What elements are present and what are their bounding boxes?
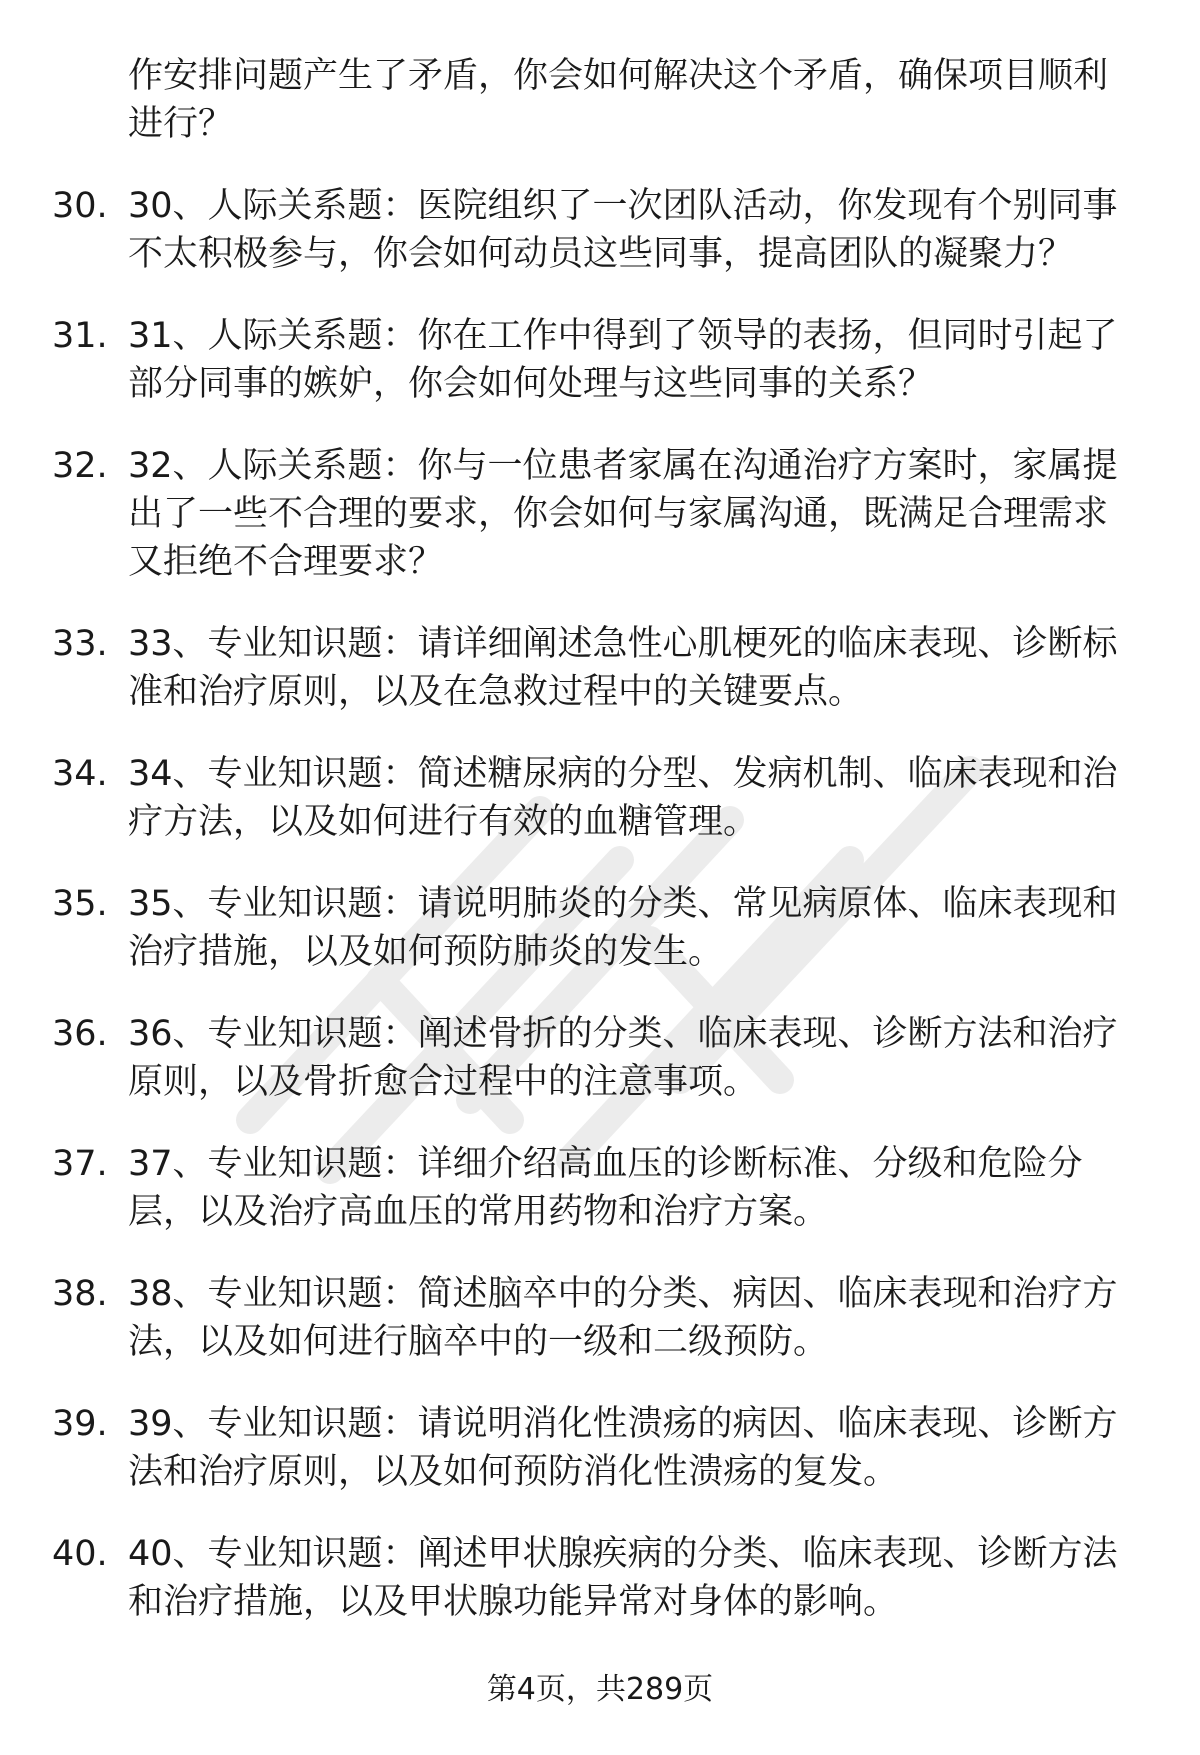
page-footer: 第4页，共289页	[486, 1672, 714, 1707]
list-item	[0, 442, 1200, 586]
item-text: 40、专业知识题：阐述甲状腺疾病的分类、临床表现、诊断方法和治疗措施，以及甲状腺功能异常对身体的影响。	[128, 1534, 1118, 1622]
item-text: 39、专业知识题：请说明消化性溃疡的病因、临床表现、诊断方法和治疗原则，以及如何预防消化性溃疡的复发。	[128, 1404, 1118, 1492]
item-number: 32.	[52, 446, 108, 486]
list-item	[0, 1530, 1200, 1626]
document-content	[0, 52, 1200, 1660]
item-text: 32、人际关系题：你与一位患者家属在沟通治疗方案时，家属提出了一些不合理的要求，你会如何与家属沟通，既满足合理需求又拒绝不合理要求？	[128, 446, 1118, 582]
list-item	[0, 312, 1200, 408]
item-text: 31、人际关系题：你在工作中得到了领导的表扬，但同时引起了部分同事的嫉妒，你会如何处理与这些同事的关系？	[128, 316, 1118, 404]
continuation-paragraph: 作安排问题产生了矛盾，你会如何解决这个矛盾，确保项目顺利进行？	[128, 56, 1109, 144]
list-item	[0, 880, 1200, 976]
list-item	[0, 620, 1200, 716]
item-number: 39.	[52, 1404, 108, 1444]
item-number: 34.	[52, 754, 108, 794]
item-number: 36.	[52, 1014, 108, 1054]
item-number: 30.	[52, 186, 108, 226]
item-text: 35、专业知识题：请说明肺炎的分类、常见病原体、临床表现和治疗措施，以及如何预防肺炎的发生。	[128, 884, 1118, 972]
item-number: 33.	[52, 624, 108, 664]
item-number: 37.	[52, 1144, 108, 1184]
item-number: 31.	[52, 316, 108, 356]
item-number: 38.	[52, 1274, 108, 1314]
list-item	[0, 1010, 1200, 1106]
list-item	[0, 750, 1200, 846]
item-number: 40.	[52, 1534, 108, 1574]
list-item	[0, 1400, 1200, 1496]
item-text: 36、专业知识题：阐述骨折的分类、临床表现、诊断方法和治疗原则，以及骨折愈合过程中的注意事项。	[128, 1014, 1118, 1102]
item-text: 30、人际关系题：医院组织了一次团队活动，你发现有个别同事不太积极参与，你会如何动员这些同事，提高团队的凝聚力？	[128, 186, 1118, 274]
item-text: 38、专业知识题：简述脑卒中的分类、病因、临床表现和治疗方法，以及如何进行脑卒中的一级和二级预防。	[128, 1274, 1118, 1362]
list-item	[0, 182, 1200, 278]
list-item	[0, 1270, 1200, 1366]
item-number: 35.	[52, 884, 108, 924]
item-text: 34、专业知识题：简述糖尿病的分型、发病机制、临床表现和治疗方法，以及如何进行有效的血糖管理。	[128, 754, 1118, 842]
item-text: 33、专业知识题：请详细阐述急性心肌梗死的临床表现、诊断标准和治疗原则，以及在急救过程中的关键要点。	[128, 624, 1118, 712]
list-item	[0, 1140, 1200, 1236]
item-text: 37、专业知识题：详细介绍高血压的诊断标准、分级和危险分层，以及治疗高血压的常用药物和治疗方案。	[128, 1144, 1083, 1232]
